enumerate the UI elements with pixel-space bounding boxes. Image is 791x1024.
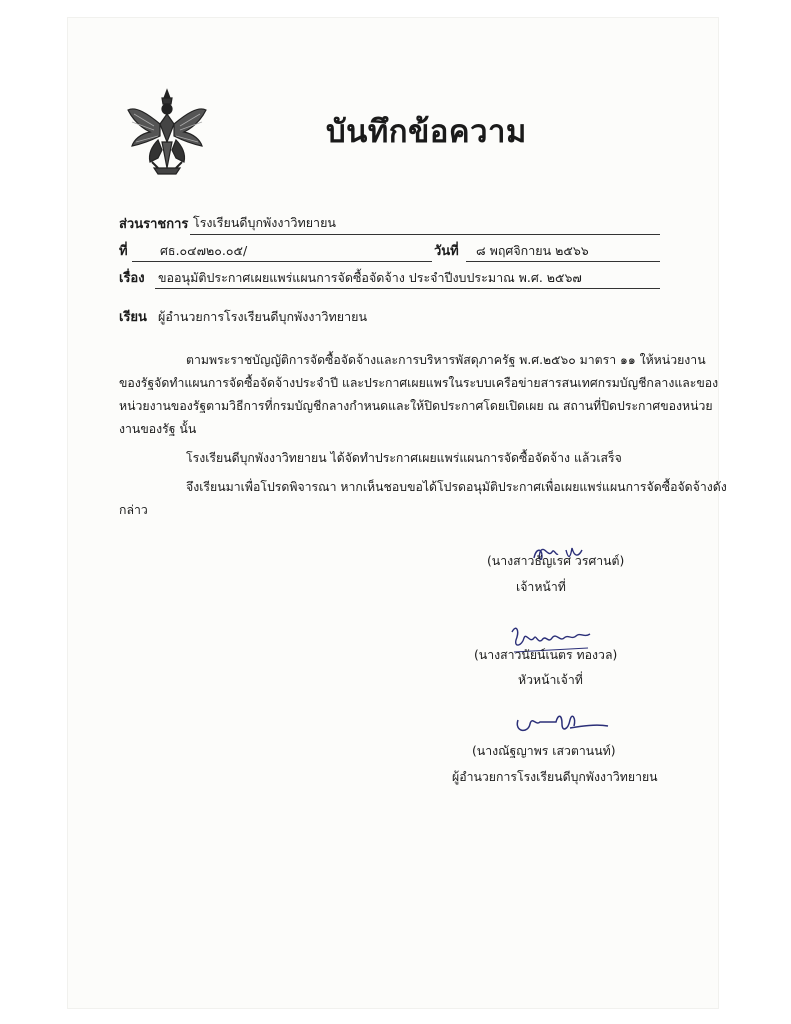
paragraph-2: โรงเรียนดีบุกพังงาวิทยายน ได้จัดทำประกาศเผยแพร่แผนการจัดซื้อจัดจ้าง แล้วเสร็จ [186,451,622,465]
paragraph-3-line-1: จึงเรียนมาเพื่อโปรดพิจารณา หากเห็นชอบขอได้โปรดอนุมัติประกาศเพื่อเผยแพร่แผนการจัดซื้อจัดจ้างดัง [186,480,727,494]
department-label: ส่วนราชการ [119,217,189,232]
date-value: ๘ พฤศจิกายน ๒๕๖๖ [476,243,589,258]
subject-label: เรื่อง [119,271,145,286]
page-title: บันทึกข้อความ [326,114,527,150]
signature-1-name: (นางสาวธัญเรศ วรศานต์) [487,554,625,568]
paragraph-1-line-1: ตามพระราชบัญญัติการจัดซื้อจัดจ้างและการบริหารพัสดุภาครัฐ พ.ศ.๒๕๖๐ มาตรา ๑๑ ให้หน่วยงาน [186,353,706,367]
paragraph-1-line-4: งานของรัฐ นั้น [119,422,197,436]
subject-underline [155,288,660,289]
ref-label: ที่ [119,244,128,259]
signature-3-name: (นางณัฐญาพร เสวตานนท์) [472,744,616,758]
signature-2-position: หัวหน้าเจ้าที่ [518,673,583,687]
ref-value: ศธ.๐๔๗๒๐.๐๕/ [160,243,248,258]
ref-underline [132,261,432,262]
paragraph-3-line-2: กล่าว [119,503,148,517]
department-value: โรงเรียนดีบุกพังงาวิทยายน [193,215,336,230]
signature-1-position: เจ้าหน้าที่ [516,580,566,594]
department-underline [190,234,660,235]
signature-3-position: ผู้อำนวยการโรงเรียนดีบุกพังงาวิทยายน [452,770,658,784]
paragraph-1-line-2: ของรัฐจัดทำแผนการจัดซื้อจัดจ้างประจำปี และประกาศเผยแพรในระบบเครือข่ายสารสนเทศกรมบัญชีกลางและของ [119,376,719,390]
date-underline [466,261,660,262]
date-label: วันที่ [434,244,459,259]
garuda-emblem-icon [124,84,210,178]
to-label: เรียน [119,310,147,325]
signature-3-scribble [512,706,612,740]
signature-2-name: (นางสาวนัยน์เนตร ทองวล) [474,648,618,662]
subject-value: ขออนุมัติประกาศเผยแพร่แผนการจัดซื้อจัดจ้าง ประจำปีงบประมาณ พ.ศ. ๒๕๖๗ [158,270,582,285]
to-value: ผู้อำนวยการโรงเรียนดีบุกพังงาวิทยายน [158,309,367,324]
paragraph-1-line-3: หน่วยงานของรัฐตามวิธีการที่กรมบัญชีกลางกำหนดและให้ปิดประกาศโดยเปิดเผย ณ สถานที่ปิดประกาศของหน่วย [119,399,713,413]
